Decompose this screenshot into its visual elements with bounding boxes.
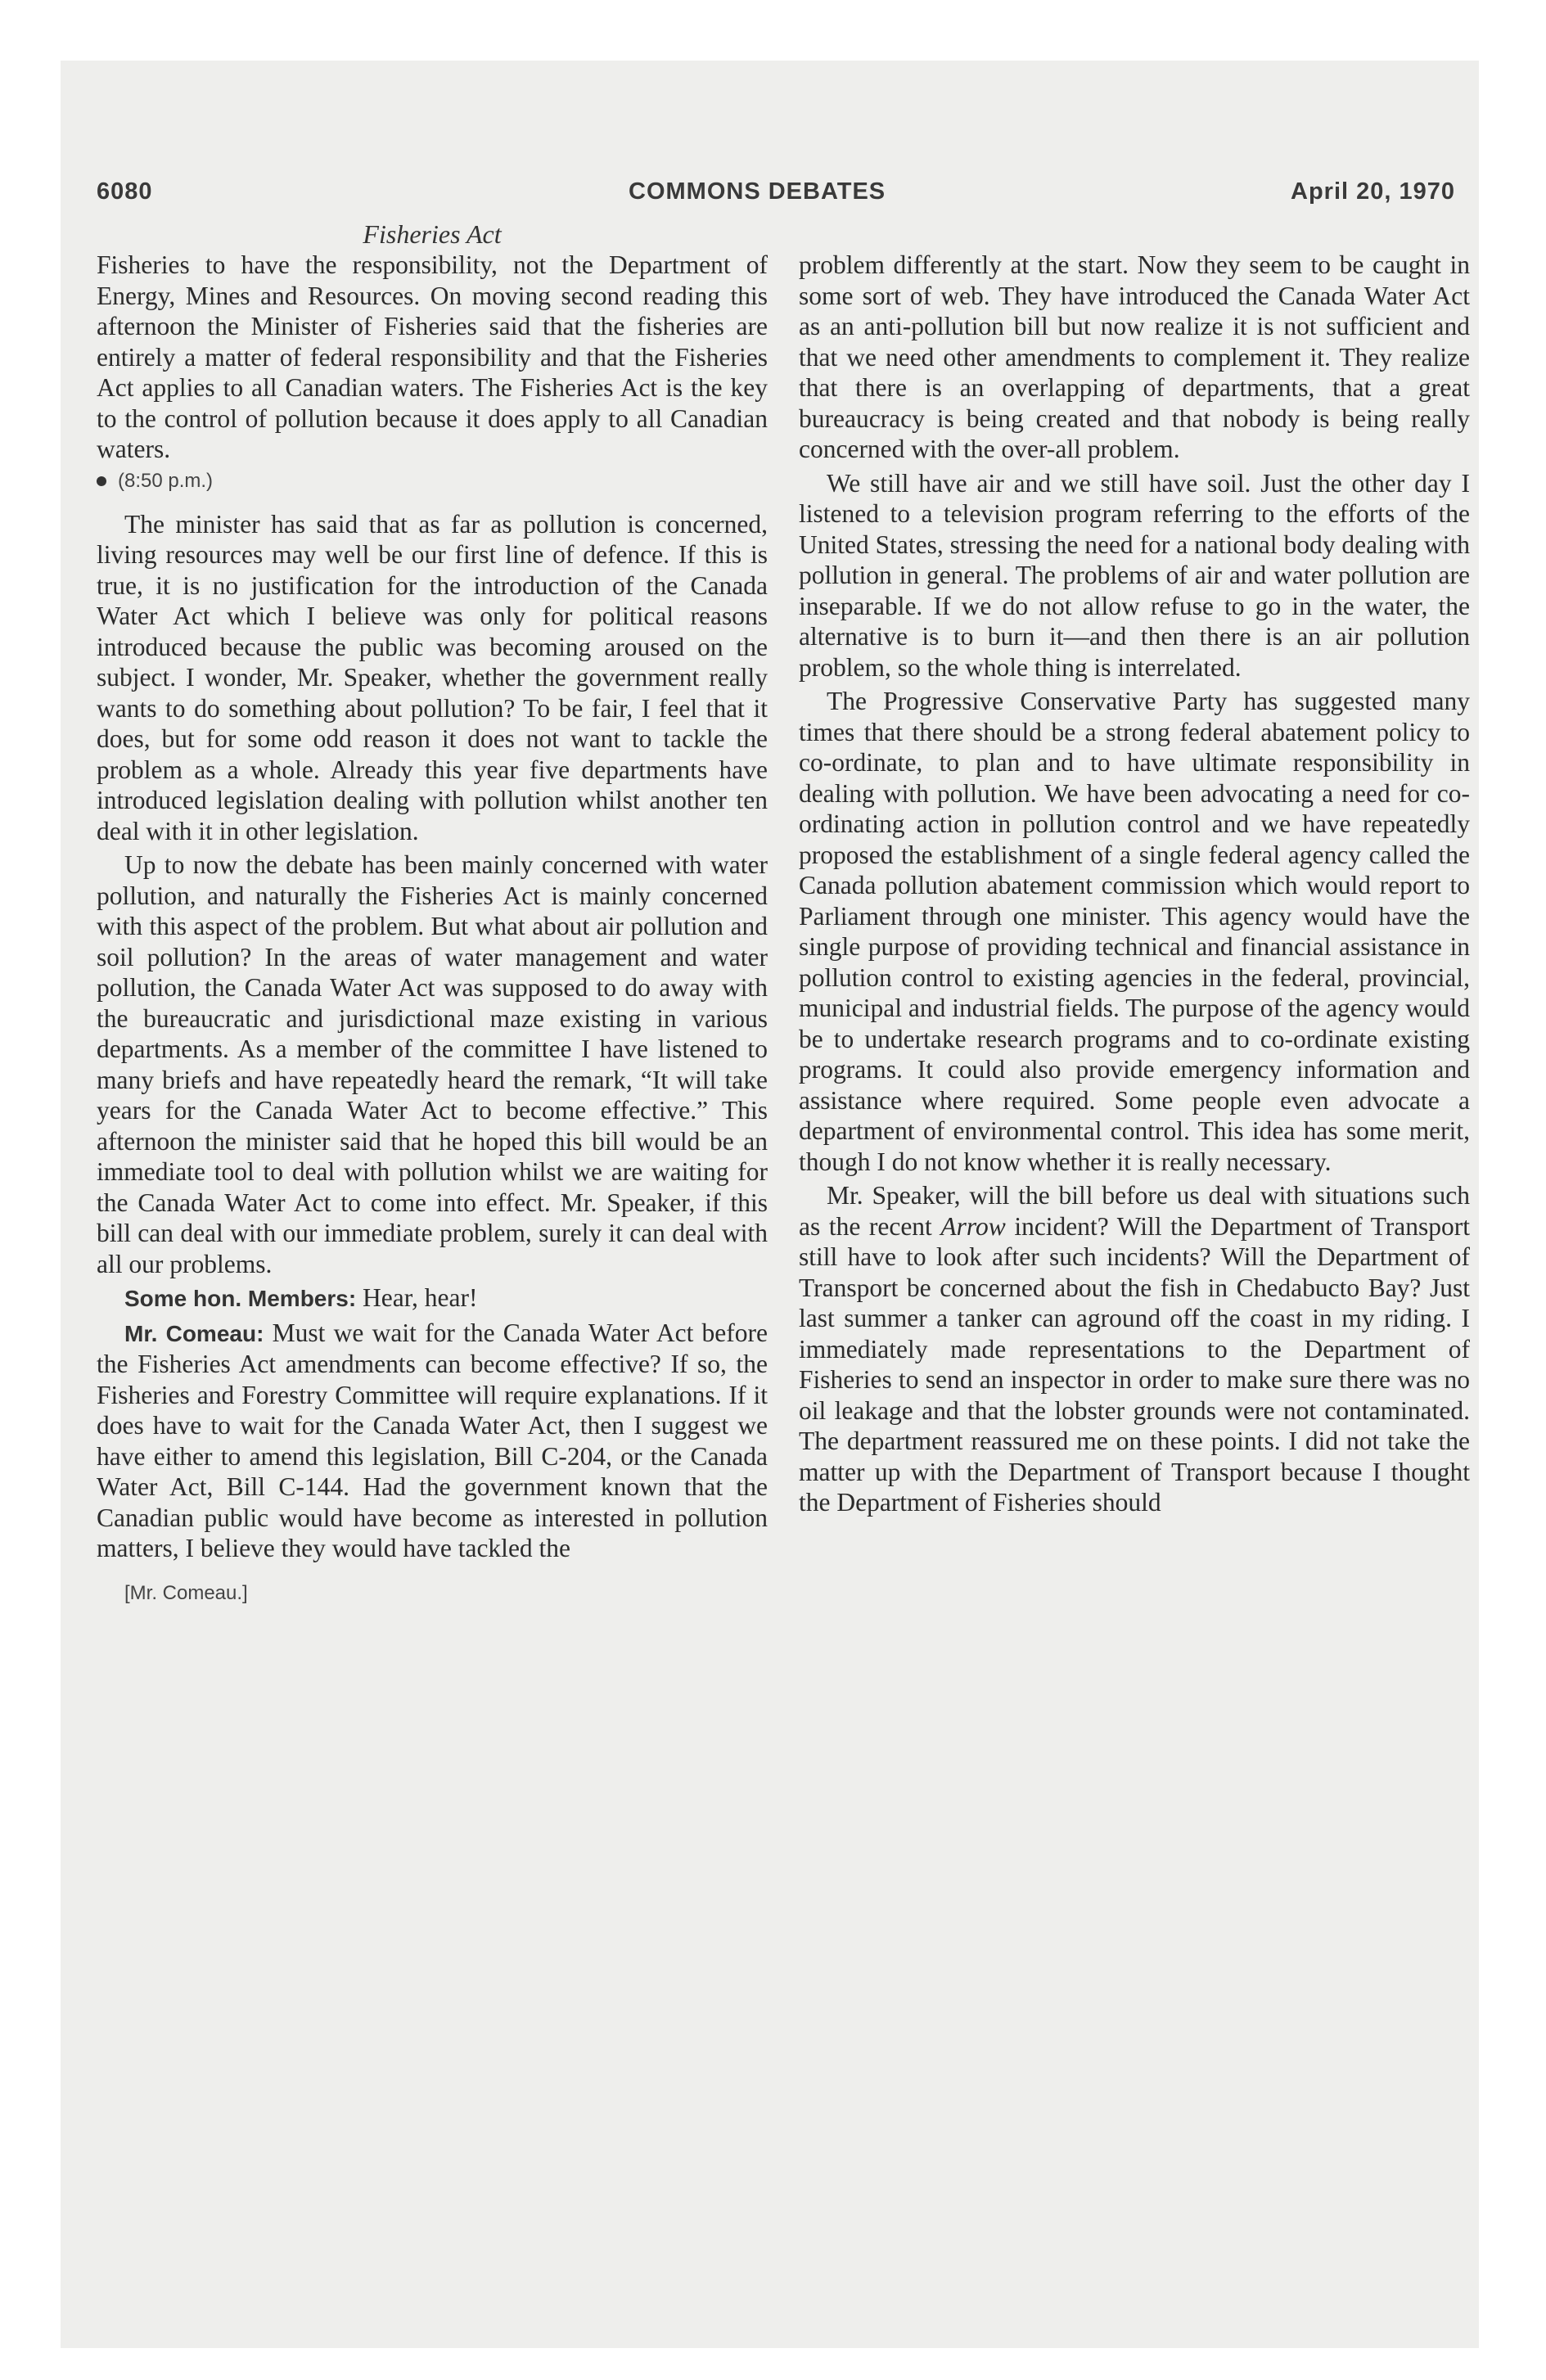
paragraph: Up to now the debate has been mainly concerned with water pollution, and naturally the Fisheries Act is mainly concerned with this aspect of the problem. But what about air pollution and soil pollution? In the areas of water management and water pollution, the Canada Water Act was supposed to do away with the bureaucratic and jurisdictional maze existing in various departments. As a member of the committee I have listened to many briefs and have repeatedly heard the remark, “It will take years for the Canada Water Act to become effective.” This afternoon the minister said that he hoped this bill would be an immediate tool to deal with pollution whilst we are waiting for the Canada Water Act to come into effect. Mr. Speaker, if this bill can deal with our immediate problem, surely it can deal with all our problems. [97, 850, 768, 1278]
bullet-icon [97, 476, 106, 486]
page-date: April 20, 1970 [1291, 178, 1455, 205]
page-header [97, 178, 1455, 219]
speech-text: Must we wait for the Canada Water Act before the Fisheries Act amendments can become effective? If so, the Fisheries and Forestry Committee will require explanations. If it does have to wait for the Canada Water Act, then I suggest we have either to amend this legislation, Bill C-204, or the Canada Water Act, Bill C-144. Had the government known that the Canadian public would have become as interested in pollution matters, I believe they would have tackled the [97, 1318, 768, 1562]
right-column [799, 250, 1470, 1521]
paragraph [799, 1180, 1470, 1518]
publication-title: COMMONS DEBATES [629, 178, 886, 205]
interjection [97, 1282, 768, 1314]
page-number: 6080 [97, 178, 153, 205]
speech-text: Hear, hear! [356, 1283, 478, 1312]
paragraph: The Progressive Conservative Party has suggested many times that there should be a strong federal abatement policy to co-ordinate, to plan and to have ultimate responsibility in dealing with pollution. We have been advocating a need for co-ordinating action in pollution control and we have repeatedly proposed the establishment of a single federal agency called the Canada pollution abatement commission which would report to Parliament through one minister. This agency would have the single purpose of providing technical and financial assistance in pollution control to existing agencies in the federal, provincial, municipal and industrial fields. The purpose of the agency would be to undertake research programs and to co-ordinate existing programs. It could also provide emergency information and assistance where required. Some people even advocate a department of environmental control. This idea has some merit, though I do not know whether it is really necessary. [799, 687, 1470, 1176]
speaker-name: Some hon. Members: [124, 1286, 357, 1311]
speaker-name: Mr. Comeau: [124, 1320, 264, 1346]
time-marker [97, 470, 768, 493]
text-run: Mr. Speaker, will the bill before us deal with situations such as the recent [799, 1181, 1470, 1241]
paragraph: We still have air and we still have soil. Just the other day I listened to a television program referring to the efforts of the United States, stressing the need for a national body dealing with pollution in general. The problems of air and water pollution are inseparable. If we do not allow refuse to go in the water, the alternative is to burn it—and then there is an air pollution problem, so the whole thing is interrelated. [799, 468, 1470, 682]
text-run: incident? Will the Department of Transport still have to look after such incidents? Will the Department of Transport be concerned about the fish in Chedabucto Bay? Just last summer a tanker can aground off the coast in my riding. I immediately made representations to the Department of Fisheries to send an inspector in order to make sure there was no oil leakage and that the lobster grounds were not contaminated. The department reassured me on these points. I did not take the matter up with the Department of Transport because I thought the Department of Fisheries should [799, 1211, 1470, 1517]
section-title: Fisheries Act [363, 219, 502, 249]
time-marker-text: (8:50 p.m.) [118, 469, 214, 492]
ship-name: Arrow [940, 1211, 1006, 1241]
paragraph: Fisheries to have the responsibility, not the Department of Energy, Mines and Resources. On moving second reading this afternoon the Minister of Fisheries said that the fisheries are entirely a matter of federal responsibility and that the Fisheries Act applies to all Canadian waters. The Fisheries Act is the key to the control of pollution because it does apply to all Canadian waters. [97, 250, 768, 463]
left-column [97, 250, 768, 1605]
paragraph: The minister has said that as far as pollution is concerned, living resources may well be our first line of defence. If this is true, it is no justification for the introduction of the Canada Water Act which I believe was only for political reasons introduced because the public was becoming aroused on the subject. I wonder, Mr. Speaker, whether the government really wants to do something about pollution? To be fair, I feel that it does, but for some odd reason it does not want to tackle the problem as a whole. Already this year five departments have introduced legislation dealing with pollution whilst another ten deal with it in other legislation. [97, 509, 768, 845]
speaker-footer: [Mr. Comeau.] [124, 1581, 248, 1604]
paragraph: problem differently at the start. Now they seem to be caught in some sort of web. They have introduced the Canada Water Act as an anti-pollution bill but now realize it is not sufficient and that we need other amendments to complement it. They realize that there is an overlapping of departments, that a great bureaucracy is being created and that nobody is being really concerned with the over-all problem. [799, 250, 1470, 463]
speech-paragraph [97, 1318, 768, 1564]
